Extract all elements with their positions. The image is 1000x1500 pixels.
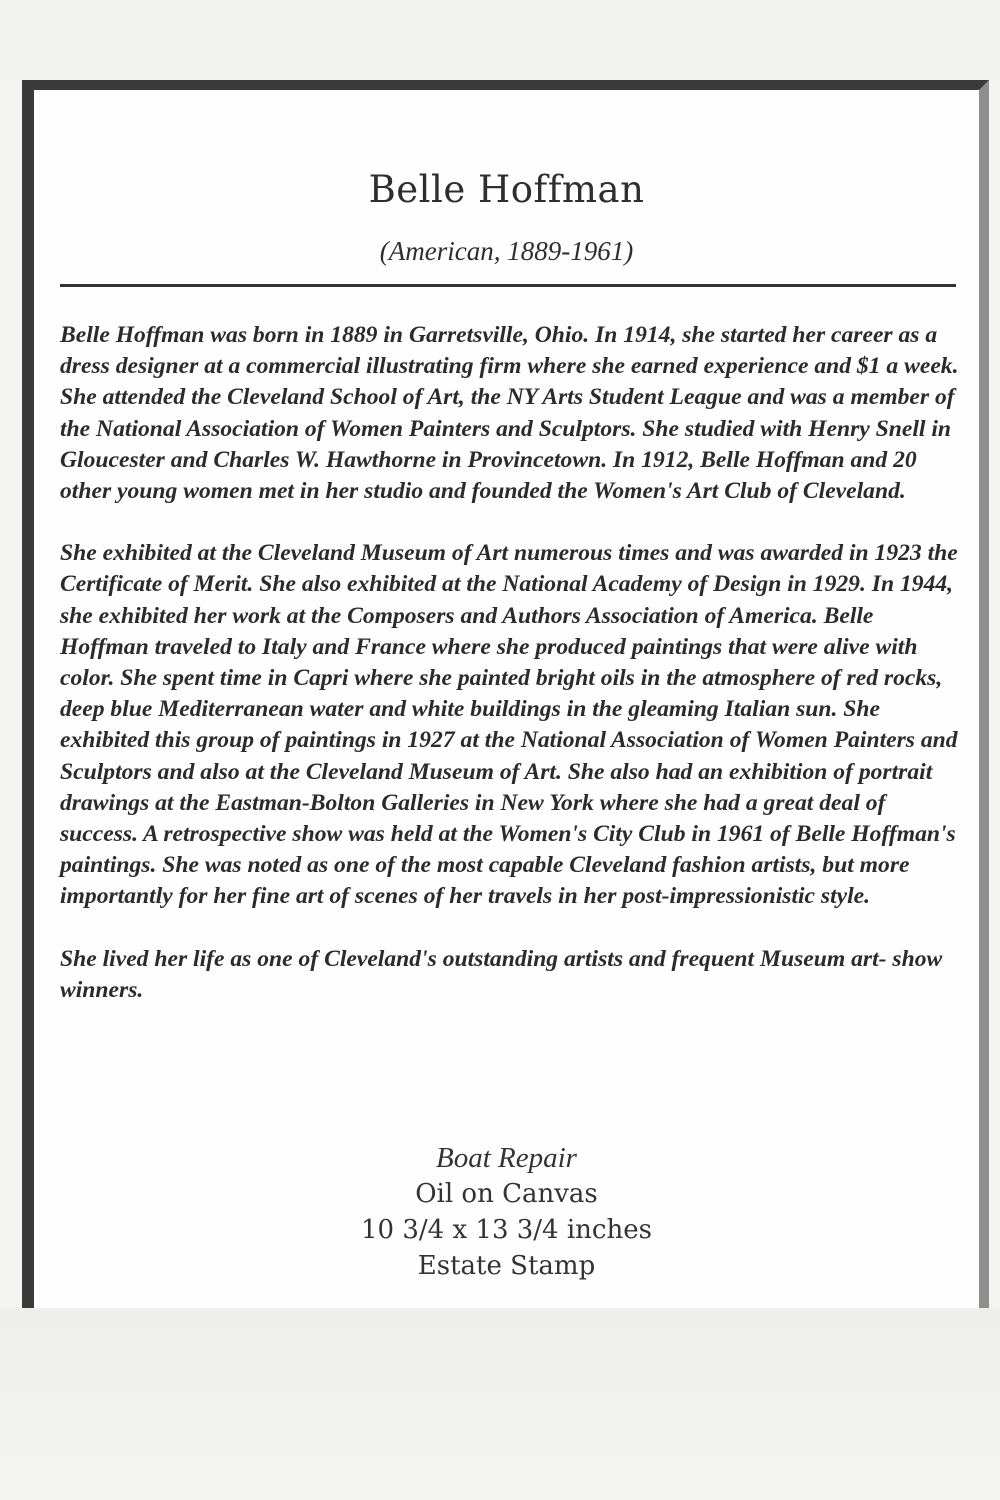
- bio-paragraph-2: She exhibited at the Cleveland Museum of Art numerous times and was awarded in 1923 the Certificate of Merit. She also exhibited at the National Academy of Design in 1929. In 1944, she exhibited her work at the Composers and Authors Association of America. Belle Hoffman traveled to Italy and France where she produced paintings that were alive with color. She spent time in Capri where she painted bright oils in the atmosphere of red rocks, deep blue Mediterranean water and white buildings in the gleaming Italian sun. She exhibited this group of paintings in 1927 at the National Association of Women Painters and Sculptors and also at the Cleveland Museum of Art. She also had an exhibition of portrait drawings at the Eastman-Bolton Galleries in New York where she had a great deal of success. A retrospective show was held at the Women's City Club in 1961 of Belle Hoffman's paintings. She was noted as one of the most capable Cleveland fashion artists, but more importantly for her fine art of scenes of her travels in her post-impressionistic style.: [60, 540, 958, 910]
- artist-nationality-dates: (American, 1889-1961): [379, 236, 634, 266]
- black-frame: [22, 80, 989, 1308]
- artwork-dimensions: 10 3/4 x 13 3/4 inches: [361, 1215, 652, 1245]
- artwork-details: [34, 1140, 979, 1284]
- artwork-note: Estate Stamp: [417, 1251, 596, 1281]
- photo-backdrop-bottom: [0, 1308, 1000, 1500]
- artwork-title: Boat Repair: [436, 1142, 577, 1174]
- divider-rule: [60, 284, 956, 287]
- info-sheet: [34, 90, 979, 1308]
- artwork-medium: Oil on Canvas: [415, 1179, 598, 1209]
- biography: [60, 320, 960, 1037]
- artist-name: Belle Hoffman: [368, 168, 645, 211]
- photo-backdrop-top: [0, 0, 1000, 80]
- bio-paragraph-1: Belle Hoffman was born in 1889 in Garretsville, Ohio. In 1914, she started her career as a dress designer at a commercial illustrating firm where she earned experience and $1 a week. She attended the Cleveland School of Art, the NY Arts Student League and was a member of the National Association of Women Painters and Sculptors. She studied with Henry Snell in Gloucester and Charles W. Hawthorne in Provincetown. In 1912, Belle Hoffman and 20 other young women met in her studio and founded the Women's Art Club of Cleveland.: [60, 322, 959, 505]
- bio-paragraph-3: She lived her life as one of Cleveland's outstanding artists and frequent Museum art- show winners.: [60, 945, 943, 1003]
